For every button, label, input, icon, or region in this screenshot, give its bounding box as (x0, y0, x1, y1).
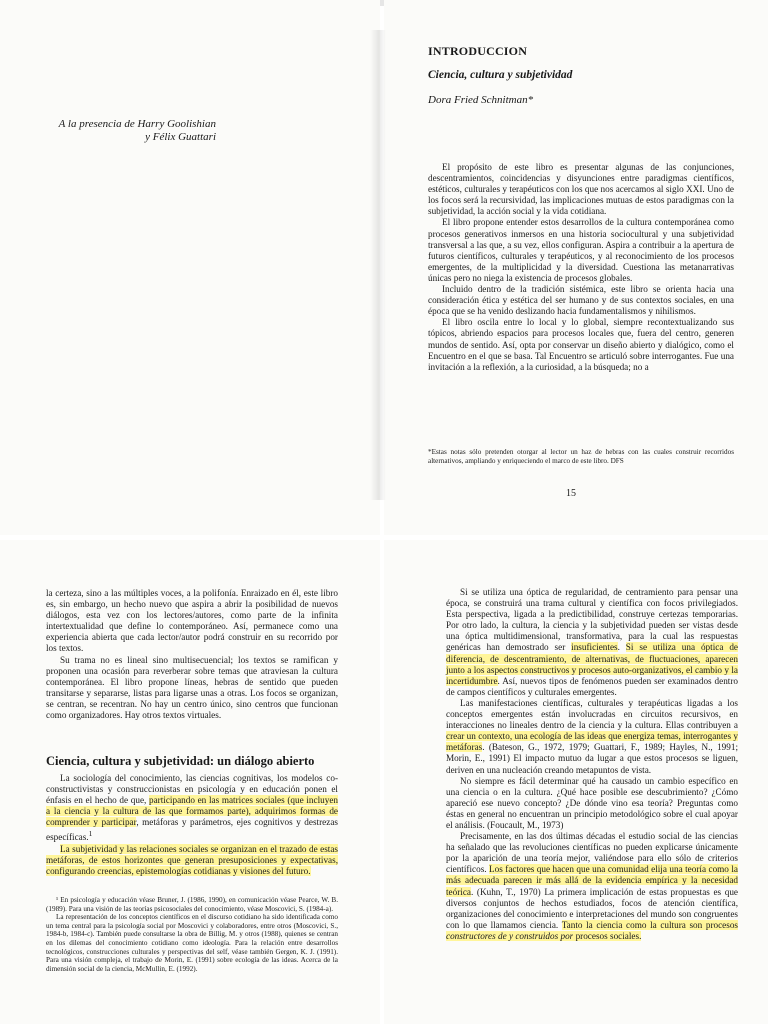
footnote-ref: 1 (88, 829, 93, 839)
section-title: Ciencia, cultura y subjetividad: un diálogo abierto (46, 754, 315, 768)
footnote: *Estas notas sólo pretenden otorgar al lector un haz de hebras con las cuales construir recorridos alternativos, ampliando y enriqueciendo el marco de este libro. DFS (428, 448, 734, 465)
paragraph: El libro oscila entre lo local y lo global, siempre recontextualizando sus tópicos, abriendo espacios para procesos locales que, fuera del centro, generen mundos de sentido. Así, opta por conservar un diseño abierto y dialógico, como el Encuentro en el que se basa. Tal Encuentro se articuló sobre interrogantes. Fue una invitación a la reflexión, a la curiosidad, a la búsqueda; no a (428, 317, 734, 372)
page-number: 15 (566, 488, 576, 499)
paragraph (446, 831, 738, 942)
page-top-left (0, 0, 380, 535)
paragraph (446, 698, 738, 776)
text-run: . (617, 642, 626, 653)
text-run: Si se utiliza una óptica de regularidad, de centramiento para pensar una época, se construirá una trama cultural y científica con focos privilegiados. Esta perspectiva, ligada a la predictibilidad, construye certezas temporarias. Por otro lado, la cultura, la ciencia y la subjetividad pueden ser vistas desde una óptica multidimensional, transformativa, para la cual las respuestas genéricas han demostrado ser (446, 587, 738, 653)
intro-body (428, 162, 734, 373)
text-run: Las manifestaciones científicas, culturales y terapéuticas ligadas a los conceptos emergentes están involucradas en circuitos recursivos, en interacciones no lineales dentro de la ciencia y la cultura. Ellas contribuyen a (446, 697, 738, 731)
book-gutter (370, 30, 386, 500)
footnote-item: ¹ En psicología y educación véase Bruner, J. (1986, 1990), en comunicación véase Pearce, W. B. (1989). Para una visión de las teorías psicosociales del conocimiento, véase Moscovici, S. (1984-a). (46, 896, 338, 913)
paragraph (446, 587, 738, 698)
text-run: La sociología del conocimiento, las ciencias cognitivas, los modelos co-constructivistas y construccionistas en psicología y en educación ponen el énfasis en el hecho de que, (46, 773, 338, 806)
footnotes (46, 896, 338, 973)
dedication-line: y Félix Guattari (145, 131, 216, 143)
paragraph: No siempre es fácil determinar qué ha causado un cambio específico en una ciencia o en la cultura. ¿Qué hace posible ese descubrimiento? ¿Cómo apareció ese nuevo concepto? ¿De dónde vino esa teoría? Preguntas como éstas en general no encuentran un principio metodológico sobre el cual apoyar el análisis. (Foucault, M., 1973) (446, 775, 738, 830)
paragraph (46, 844, 338, 877)
paragraph (46, 773, 338, 844)
text-run: Precisamente, en las dos últimas décadas el estudio social de las ciencias ha señalado que las revoluciones científicas no pueden explicarse únicamente por la aparición de una teoría mejor, valiéndose para ello sólo de criterios científicos. (446, 831, 738, 875)
paragraph: la certeza, sino a las múltiples voces, a la polifonía. Enraizado en él, este libro es, sin embargo, un hecho nuevo que aspira a abrir la posibilidad de nuevos diálogos, esta vez con los lectores/autores, como parte de la infinita intertextualidad que define lo contemporáneo. Así, permanece como una experiencia abierta que cada lector/autor podrá construir en su recorrido por los textos. (46, 588, 338, 654)
text-run: . (Kuhn, T., 1970) La primera implicación de estas propuestas es que diversos conjuntos de hechos estudiados, focos de atención científica, organizaciones del conocimiento e interpretaciones del mundo son congruentes con lo que llamamos ciencia. (446, 886, 738, 930)
highlighted-text: participando en las matrices sociales (que incluyen a la ciencia y la cultura de las que formamos parte), adquirimos formas de comprender y participar (46, 795, 338, 828)
section-body (46, 773, 338, 877)
paragraph: El propósito de este libro es presentar algunas de las conjunciones, descentramientos, coincidencias y disyunciones entre paradigmas científicos, estéticos, culturales y terapéuticos con los que nos acercamos al siglo XXI. Uno de los focos será la recursividad, las implicaciones mutuas de estos paradigmas con la subjetividad, la acción social y la vida cotidiana. (428, 162, 734, 217)
highlighted-text: crear un contexto, una ecología de las ideas que energiza temas, interrogantes y metáforas (446, 731, 738, 753)
chapter-author: Dora Fried Schnitman* (428, 94, 534, 106)
footnote-item: La representación de los conceptos científicos en el discurso cotidiano ha sido identificada como un tema central para la psicología social por Moscovici y colaboradores, entre otros (Moscovici, S., 1984-b, 1984-c). También puede consultarse la obra de Billig, M. y otros (1988), quienes se centran en los dilemas del conocimiento cotidiano como ideología. Para la relación entre desarrollos tecnológicos, construcciones culturales y perspectivas del self, véase también Gergen, K. J. (1991). Para una visión compleja, el trabajo de Morin, E. (1991) sobre ecología de las ideas. Acerca de la dimensión social de la ciencia, McMullin, E. (1992). (46, 913, 338, 973)
highlighted-text: Los factores que hacen que una comunidad elija una teoría como la más adecuada parecen ir más allá de la evidencia empírica y la necesidad teórica (446, 864, 738, 897)
highlighted-text: procesos sociales. (573, 930, 642, 941)
text-run: . (Bateson, G., 1972, 1979; Guattari, F., 1989; Hayles, N., 1991; Morin, E., 1991) El impacto mutuo da lugar a que estos procesos se liguen, deriven en una nucleación creando metapuntos de vista. (446, 742, 738, 775)
highlighted-text: constructores de y construidos por (446, 930, 574, 941)
dedication-line: A la presencia de Harry Goolishian (58, 118, 216, 130)
highlighted-text: insuficientes (571, 642, 618, 653)
text-run: . Así, nuevos tipos de fenómenos pueden ser examinados dentro de campos científicos y culturales emergentes. (446, 675, 738, 697)
text-run: , metáforas y parámetros, ejes cognitivos y destrezas específicas. (46, 817, 338, 843)
chapter-title: Ciencia, cultura y subjetividad (428, 69, 573, 81)
highlighted-text: Tanto la ciencia como la cultura son procesos (561, 919, 739, 930)
paragraph: Su trama no es lineal sino multisecuencial; los textos se ramifican y proponen una ocasión para reverberar sobre temas que atraviesan la cultura contemporánea. El libro propone líneas, hebras de sentido que pueden transitarse y separarse, listas para ligarse unas a otras. Los focos se organizan, se centran, se recentran. No hay un centro único, sino centros que funcionan como organizadores. Hay otros textos virtuales. (46, 654, 338, 721)
right-body (446, 587, 738, 942)
dedication (36, 118, 216, 144)
paragraph: Incluido dentro de la tradición sistémica, este libro se orienta hacia una consideración ética y estética del ser humano y de sus contextos sociales, en una época que se ha venido deslizando hacia fundamentalismos y nihilismos. (428, 284, 734, 317)
continued-body (46, 588, 338, 721)
paragraph: El libro propone entender estos desarrollos de la cultura contemporánea como procesos generativos inmersos en una historia sociocultural y una subjetividad transversal a las que, a su vez, ellos configuran. Aspira a contribuir a la apertura de futuros científicos, culturales y terapéuticos, y al reconocimiento de los procesos emergentes, de la multiplicidad y la diversidad. Cuestiona las metanarrativas únicas pero no niega la existencia de procesos globales. (428, 217, 734, 283)
highlighted-text: La subjetividad y las relaciones sociales se organizan en el trazado de estas metáforas, de estos horizontes que generan presuposiciones y expectativas, configurando creencias, epistemologías cotidianas y visiones del futuro. (46, 843, 338, 876)
highlighted-text: Si se utiliza una óptica de diferencia, de descentramiento, de alternativas, de fluctuaciones, aparecen junto a los aspectos constructivos y procesos auto-organizativos, el cambio y la incertidumbre (446, 642, 738, 686)
chapter-heading: INTRODUCCION (428, 44, 528, 58)
